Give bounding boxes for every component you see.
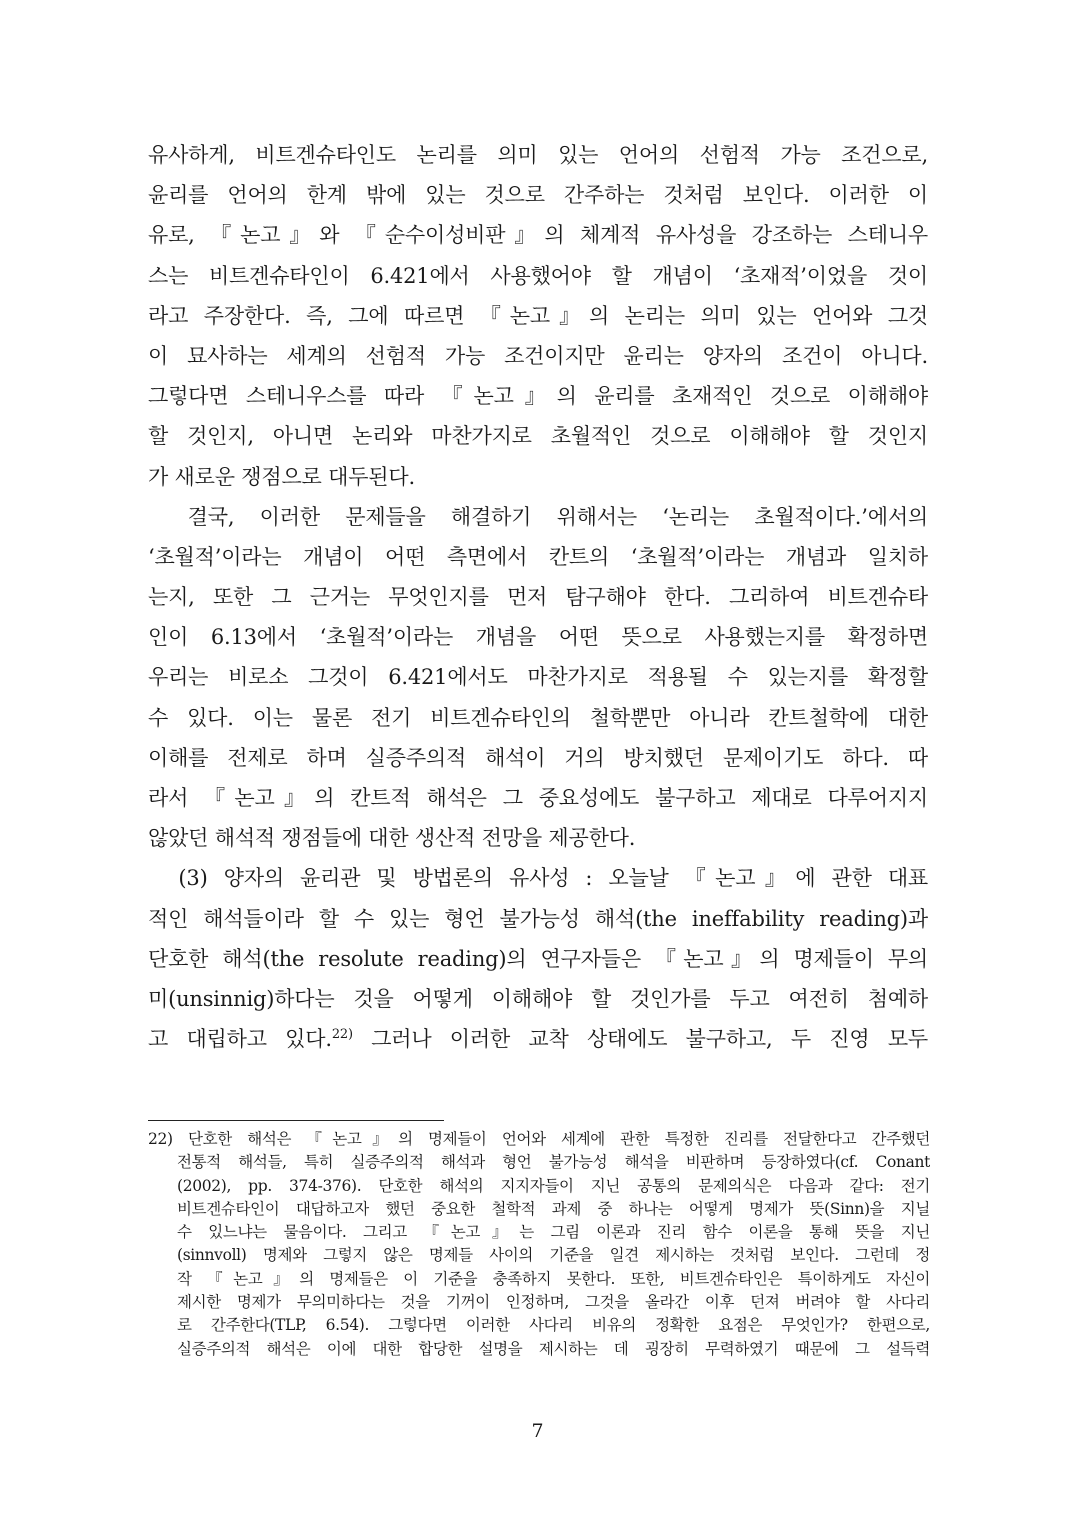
footnote-reference[interactable]: 22) <box>331 1027 353 1043</box>
footnote-line: 22) 단호한 해석은 『논고』의 명제들이 언어와 세계에 관한 특정한 진리를 전달한다고 간주했던 <box>148 1130 930 1148</box>
footnote-line: (sinnvoll) 명제와 그렇지 않은 명제들 사이의 기준을 일견 제시하는 것처럼 보인다. 그런데 정 <box>177 1246 930 1265</box>
footnote-line: 로 간주한다(TLP, 6.54). 그렇다면 이러한 사다리 비유의 정확한 요점은 무엇인가? 한편으로, <box>177 1316 930 1335</box>
footnote-line: 제시한 명제가 무의미하다는 것을 기꺼이 인정하며, 그것을 올라간 이후 던져 버려야 할 사다리 <box>177 1293 930 1312</box>
text-line: ‘초월적’이라는 개념이 어떤 측면에서 칸트의 ‘초월적’이라는 개념과 일치하 <box>148 544 928 569</box>
paragraph-1 <box>148 135 928 497</box>
text-line: 단호한 해석(the resolute reading)의 연구자들은 『논고』의 명제들이 무의 <box>148 946 928 971</box>
text-line: 스는 비트겐슈타인이 6.421에서 사용했어야 할 개념이 ‘초재적’이었을 것이 <box>148 263 928 288</box>
text-line: 라서 『논고』의 칸트적 해석은 그 중요성에도 불구하고 제대로 다루어지지 <box>148 786 928 810</box>
text-line: 윤리를 언어의 한계 밖에 있는 것으로 간주하는 것처럼 보인다. 이러한 이 <box>148 183 928 208</box>
paragraph-2 <box>148 497 928 859</box>
footnote-line: 수 있느냐는 물음이다. 그리고 『논고』는 그림 이론과 진리 함수 이론을 통해 뜻을 지닌 <box>177 1223 930 1242</box>
text-line: 않았던 해석적 쟁점들에 대한 생산적 전망을 제공한다. <box>148 826 636 851</box>
text-line: 라고 주장한다. 즉, 그에 따르면 『논고』의 논리는 의미 있는 언어와 그것 <box>148 303 928 328</box>
page-number: 7 <box>531 1420 544 1442</box>
text-line: (3) 양자의 윤리관 및 방법론의 유사성 : 오늘날 『논고』에 관한 대표 <box>148 866 928 891</box>
text-line: 수 있다. 이는 물론 전기 비트겐슈타인의 철학뿐만 아니라 칸트철학에 대한 <box>148 705 928 730</box>
text-line: 유사하게, 비트겐슈타인도 논리를 의미 있는 언어의 선험적 가능 조건으로, <box>148 143 928 167</box>
footnote-22 <box>148 1128 930 1361</box>
text-line: 우리는 비로소 그것이 6.421에서도 마찬가지로 적용될 수 있는지를 확정할 <box>148 665 928 690</box>
text-line: 가 새로운 쟁점으로 대두된다. <box>148 464 415 489</box>
footnote-divider <box>148 1120 444 1121</box>
text-line: 인이 6.13에서 ‘초월적’이라는 개념을 어떤 뜻으로 사용했는지를 확정하면 <box>148 625 928 650</box>
text-segment: 그러나 이러한 교착 상태에도 불구하고, 두 진영 모두 <box>352 1027 928 1052</box>
text-line: 그렇다면 스테니우스를 따라 『논고』의 윤리를 초재적인 것으로 이해해야 <box>148 384 928 409</box>
text-line: 이 묘사하는 세계의 선험적 가능 조건이지만 윤리는 양자의 조건이 아니다. <box>148 343 928 368</box>
text-line: 유로, 『논고』와 『순수이성비판』의 체계적 유사성을 강조하는 스테니우 <box>148 223 928 248</box>
footnote-line: 전통적 해석들, 특히 실증주의적 해석과 형언 불가능성 해석을 비판하며 등장하였다(cf. Conant <box>177 1153 930 1172</box>
text-line: 결국, 이러한 문제들을 해결하기 위해서는 ‘논리는 초월적이다.’에서의 <box>148 504 928 529</box>
text-line <box>148 1019 928 1059</box>
body-text <box>148 135 928 1059</box>
footnote-line: (2002), pp. 374-376). 단호한 해석의 지지자들이 지닌 공통의 문제의식은 다음과 같다: 전기 <box>177 1176 930 1195</box>
footnote-line: 작 『논고』의 명제들은 이 기준을 충족하지 못한다. 또한, 비트겐슈타인은 특이하게도 자신이 <box>177 1269 930 1288</box>
text-line: 적인 해석들이라 할 수 있는 형언 불가능성 해석(the ineffability reading)과 <box>148 906 928 931</box>
text-line: 미(unsinnig)하다는 것을 어떻게 이해해야 할 것인가를 두고 여전히 첨예하 <box>148 986 928 1011</box>
text-line: 할 것인지, 아니면 논리와 마찬가지로 초월적인 것으로 이해해야 할 것인지 <box>148 424 928 449</box>
footnote-line: 실증주의적 해석은 이에 대한 합당한 설명을 제시하는 데 굉장히 무력하였기 때문에 그 설득력 <box>177 1339 930 1358</box>
text-line: 이해를 전제로 하며 실증주의적 해석이 거의 방치했던 문제이기도 하다. 따 <box>148 745 928 770</box>
footnote-line: 비트겐슈타인이 대답하고자 했던 중요한 철학적 과제 중 하나는 어떻게 명제가 뜻(Sinn)을 지닐 <box>177 1199 930 1218</box>
paragraph-3 <box>148 858 928 1059</box>
text-segment: 고 대립하고 있다. <box>148 1027 332 1052</box>
text-line: 는지, 또한 그 근거는 무엇인지를 먼저 탐구해야 한다. 그리하여 비트겐슈타 <box>148 585 928 610</box>
